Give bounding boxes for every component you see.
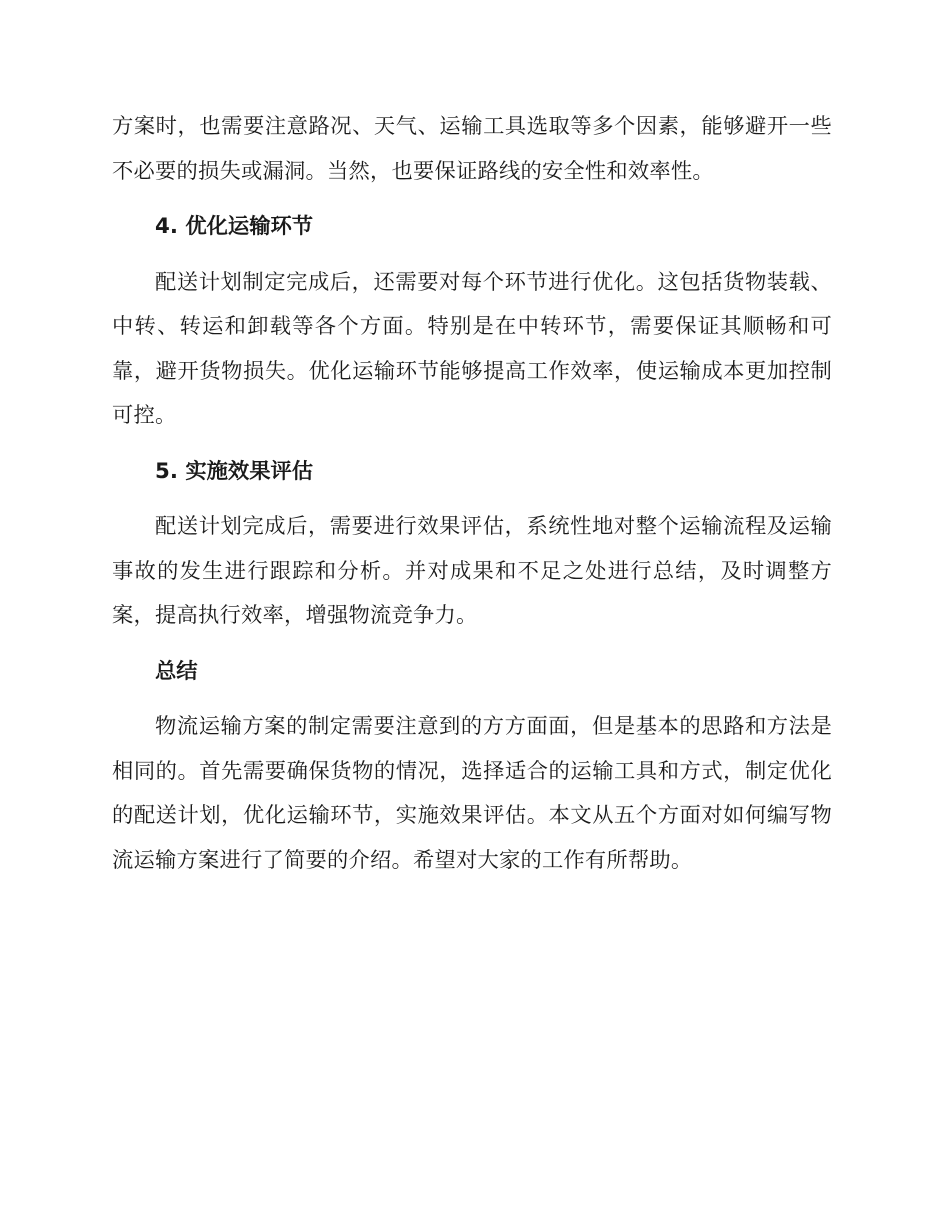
paragraph-route-planning-continued: 方案时，也需要注意路况、天气、运输工具选取等多个因素，能够避开一些不必要的损失或漏洞。当然，也要保证路线的安全性和效率性。 (112, 114, 832, 184)
document-body (112, 105, 832, 883)
paragraph-summary: 物流运输方案的制定需要注意到的方方面面，但是基本的思路和方法是相同的。首先需要确保货物的情况，选择适合的运输工具和方式，制定优化的配送计划，优化运输环节，实施效果评估。本文从五个方面对如何编写物流运输方案进行了简要的介绍。希望对大家的工作有所帮助。 (112, 714, 832, 873)
section-heading-effect-evaluation: 5. 实施效果评估 (155, 458, 314, 484)
section-heading-summary: 总结 (155, 658, 198, 684)
paragraph-optimize-transport: 配送计划制定完成后，还需要对每个环节进行优化。这包括货物装载、中转、转运和卸载等各个方面。特别是在中转环节，需要保证其顺畅和可靠，避开货物损失。优化运输环节能够提高工作效率，使运输成本更加控制可控。 (112, 269, 832, 428)
section-heading-optimize-transport: 4. 优化运输环节 (155, 214, 314, 239)
paragraph-effect-evaluation: 配送计划完成后，需要进行效果评估，系统性地对整个运输流程及运输事故的发生进行跟踪和分析。并对成果和不足之处进行总结，及时调整方案，提高执行效率，增强物流竞争力。 (112, 514, 832, 628)
